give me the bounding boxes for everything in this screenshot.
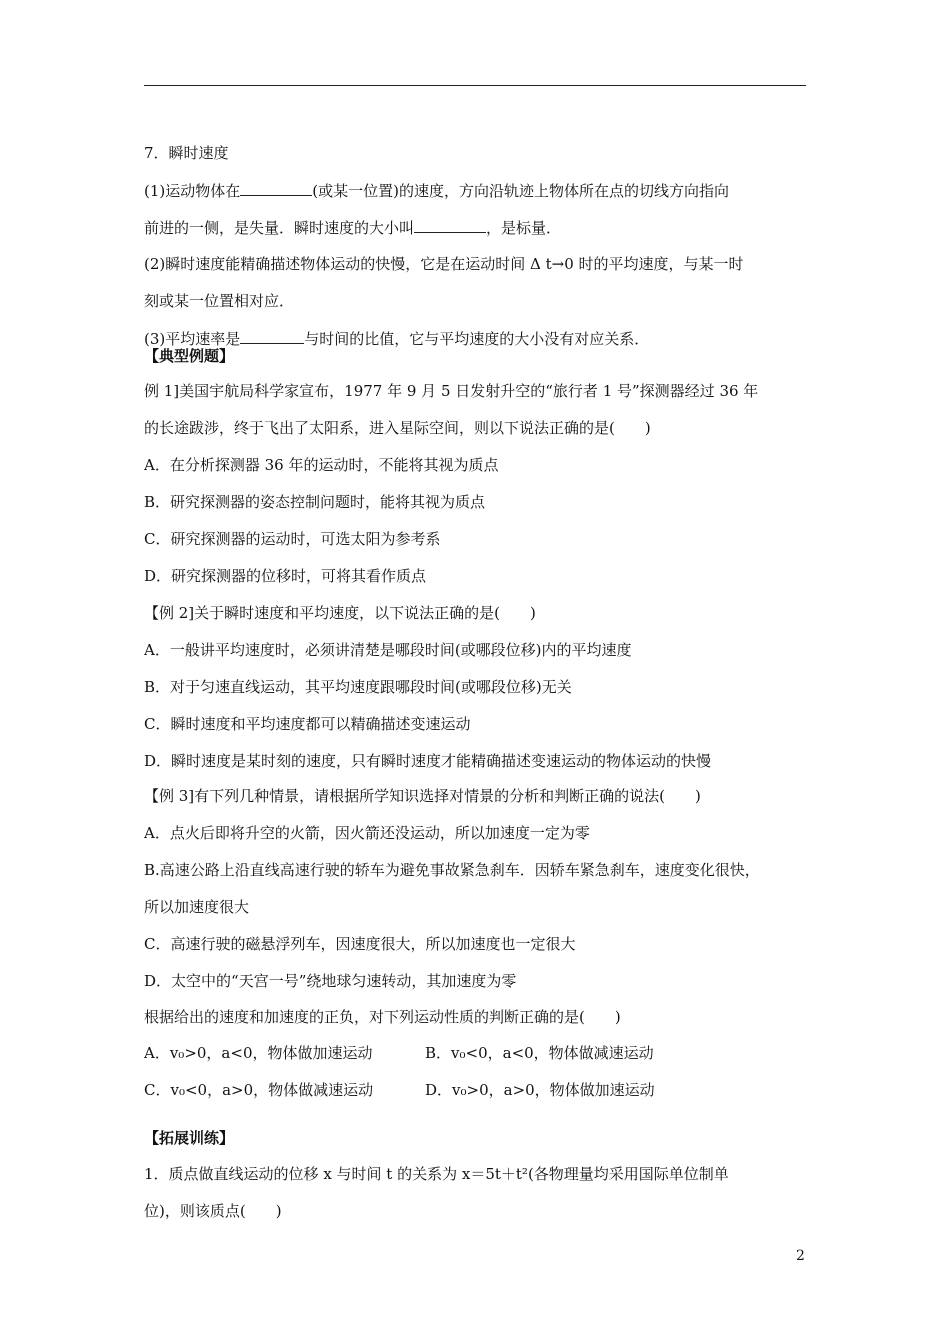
ex1-option-d: D．研究探测器的位移时，可将其看作质点 (144, 567, 427, 585)
ex3-option-b-line2: 所以加速度很大 (144, 898, 250, 916)
p1b-pre: 前进的一侧，是失量．瞬时速度的大小叫 (144, 219, 415, 237)
ex2-stem: 【例 2]关于瞬时速度和平均速度，以下说法正确的是( ) (144, 604, 536, 622)
fill-blank-1[interactable] (240, 180, 312, 196)
q4-option-b: B．v₀<0，a<0，物体做减速运动 (425, 1044, 654, 1062)
p1a-post: (或某一位置)的速度，方向沿轨迹上物体所在点的切线方向指向 (312, 182, 729, 200)
ex2-option-a: A．一般讲平均速度时，必须讲清楚是哪段时间(或哪段位移)内的平均速度 (144, 641, 632, 659)
ex3-option-a: A．点火后即将升空的火箭，因火箭还没运动，所以加速度一定为零 (144, 824, 590, 842)
ex1-line2: 的长途跋涉，终于飞出了太阳系，进入星际空间，则以下说法正确的是( ) (144, 419, 651, 437)
p3-post: 与时间的比值，它与平均速度的大小没有对应关系． (304, 330, 650, 348)
section-7-title: 7．瞬时速度 (144, 144, 229, 162)
ex1-option-c: C．研究探测器的运动时，可选太阳为参考系 (144, 530, 441, 548)
section-7-p1-line2 (144, 217, 561, 238)
ex1-option-b: B．研究探测器的姿态控制问题时，能将其视为质点 (144, 493, 486, 511)
section-7-p2-line2: 刻或某一位置相对应． (144, 292, 295, 310)
page-number: 2 (796, 1248, 805, 1264)
ex2-option-d: D．瞬时速度是某时刻的速度，只有瞬时速度才能精确描述变速运动的物体运动的快慢 (144, 752, 712, 770)
ex3-option-b-line1: B.高速公路上沿直线高速行驶的轿车为避免事故紧急刹车．因轿车紧急刹车，速度变化很快， (144, 861, 760, 879)
p3-pre: (3)平均速率是 (144, 330, 241, 348)
q4-stem: 根据给出的速度和加速度的正负，对下列运动性质的判断正确的是( ) (144, 1008, 621, 1026)
q4-options-row1 (144, 1043, 654, 1063)
header-rule (144, 85, 806, 86)
extension-training-heading: 【拓展训练】 (144, 1129, 235, 1147)
q4-options-row2 (144, 1080, 655, 1100)
ex3-stem: 【例 3]有下列几种情景，请根据所学知识选择对情景的分析和判断正确的说法( ) (144, 787, 701, 805)
fill-blank-3[interactable] (240, 328, 304, 344)
ex2-option-c: C．瞬时速度和平均速度都可以精确描述变速运动 (144, 715, 471, 733)
ex1-line1: 例 1]美国宇航局科学家宣布，1977 年 9 月 5 日发射升空的“旅行者 1 号”探测器经过 36 年 (144, 382, 759, 400)
fill-blank-2[interactable] (414, 217, 486, 233)
p1b-post: ，是标量． (486, 219, 562, 237)
section-7-p2-line1: (2)瞬时速度能精确描述物体运动的快慢，它是在运动时间 Δ t→0 时的平均速度，与某一时 (144, 255, 744, 273)
section-7-p1-line1 (144, 180, 729, 201)
ex2-option-b: B．对于匀速直线运动，其平均速度跟哪段时间(或哪段位移)无关 (144, 678, 572, 696)
q4-option-c: C．v₀<0，a>0，物体做减速运动 (144, 1081, 374, 1099)
ex3-option-c: C．高速行驶的磁悬浮列车，因速度很大，所以加速度也一定很大 (144, 935, 576, 953)
q4-option-a: A．v₀>0，a<0，物体做加速运动 (144, 1044, 373, 1062)
ext-q1-line2: 位)，则该质点( ) (144, 1202, 282, 1220)
p1a-pre: (1)运动物体在 (144, 182, 241, 200)
q4-option-d: D．v₀>0，a>0，物体做加速运动 (425, 1081, 655, 1099)
typical-examples-heading: 【典型例题】 (144, 347, 235, 365)
ext-q1-line1: 1．质点做直线运动的位移 x 与时间 t 的关系为 x＝5t＋t²(各物理量均采用国际单位制单 (144, 1165, 729, 1183)
ex1-option-a: A．在分析探测器 36 年的运动时，不能将其视为质点 (144, 456, 499, 474)
ex3-option-d: D．太空中的“天宫一号”绕地球匀速转动，其加速度为零 (144, 972, 517, 990)
